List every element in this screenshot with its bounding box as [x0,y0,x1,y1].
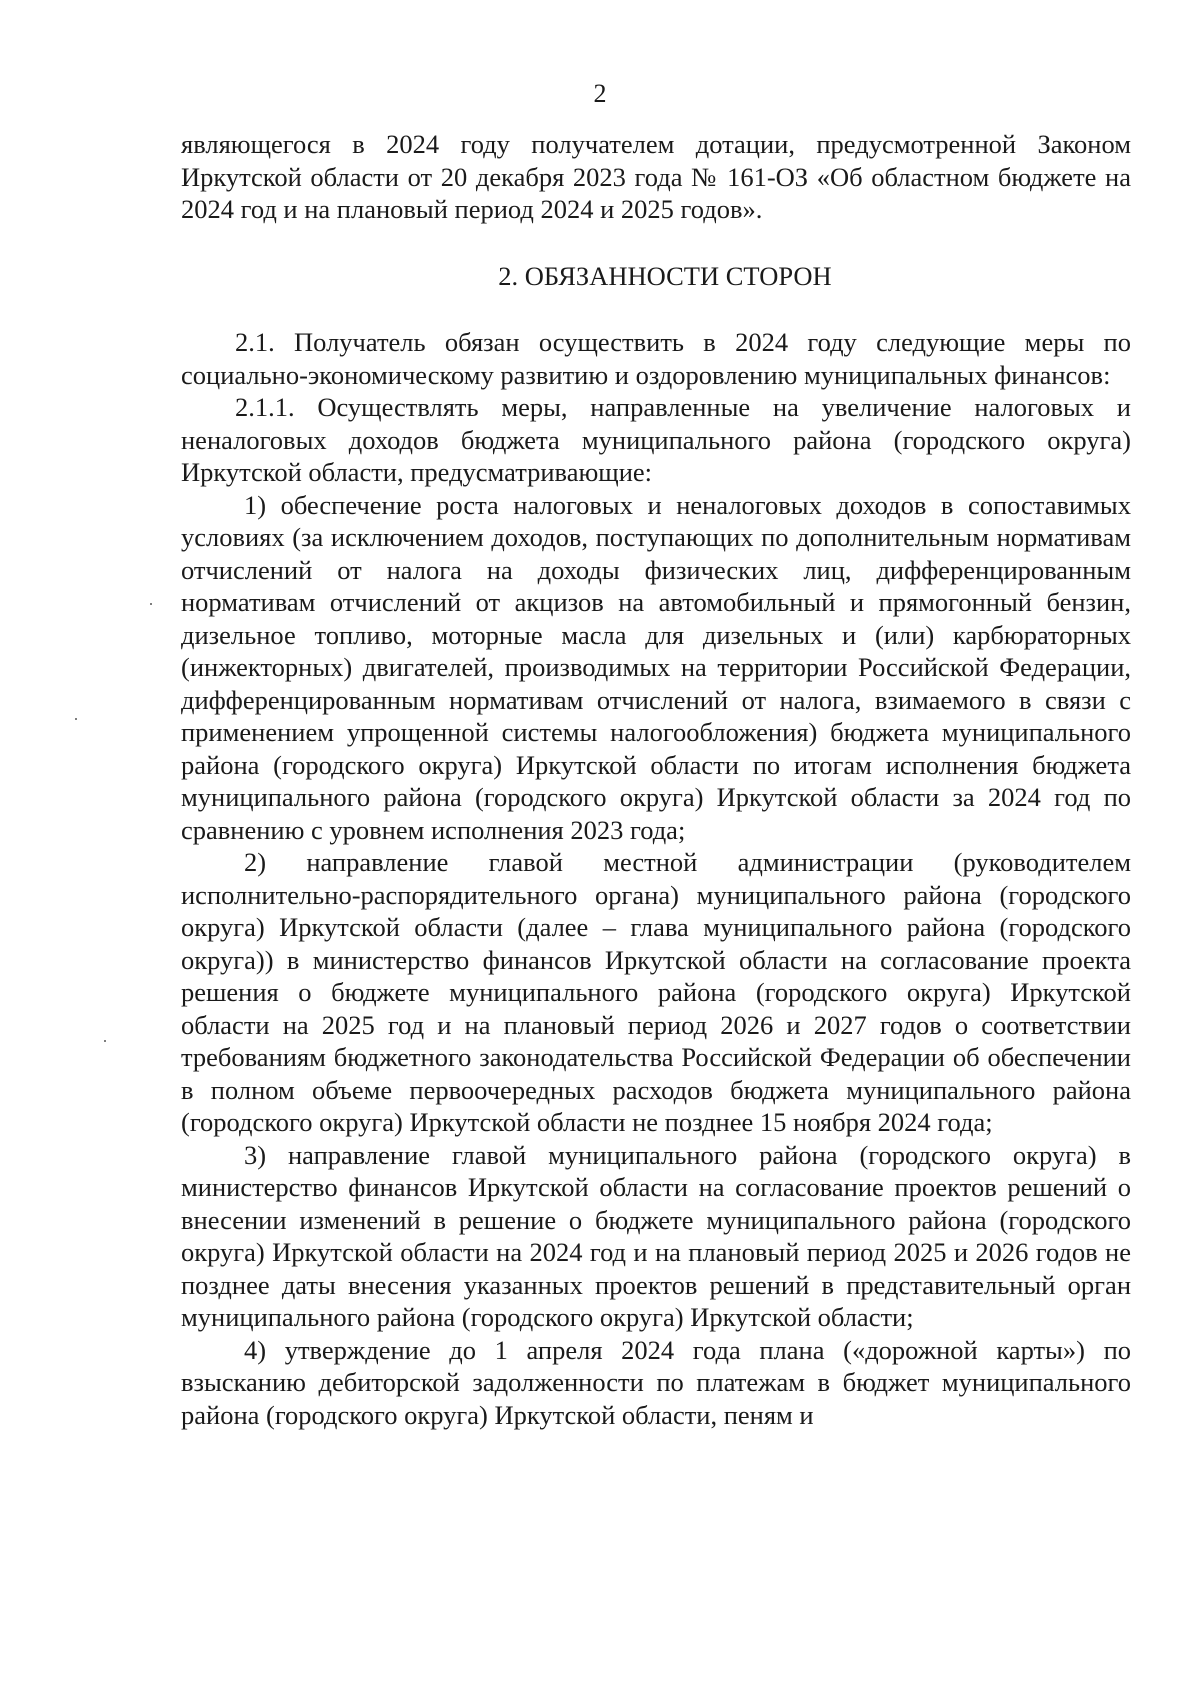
section-heading: 2. ОБЯЗАННОСТИ СТОРОН [498,260,832,291]
paragraph-2-1: 2.1. Получатель обязан осуществить в 2024 году следующие меры по социально-экономическому развитию и оздоровлению муниципальных финансов: [181,327,1131,390]
page-number: 2 [593,79,607,108]
list-item-2: 2) направление главой местной администрации (руководителем исполнительно-распорядительного органа) муниципального района (городского округа) Иркутской области (далее – глава муниципального района (городского округа)) в министерство финансов Иркутской области на согласование проекта решения о бюджете муниципального района (городского округа) Иркутской области на 2025 год и на плановый период 2026 и 2027 годов о соответствии требованиям бюджетного законодательства Российской Федерации об обеспечении в полном объеме первоочередных расходов бюджета муниципального района (городского округа) Иркутской области не позднее 15 ноября 2024 года; [181,847,1131,1137]
scan-speck [75,718,77,720]
paragraph-2-1-1: 2.1.1. Осуществлять меры, направленные на увеличение налоговых и неналоговых доходов бюджета муниципального района (городского округа) Иркутской области, предусматривающие: [181,392,1131,487]
scan-speck [104,1040,106,1042]
list-item-4: 4) утверждение до 1 апреля 2024 года плана («дорожной карты») по взысканию дебиторской задолженности по платежам в бюджет муниципального района (городского округа) Иркутской области, пеням и [181,1334,1131,1430]
list-item-1: 1) обеспечение роста налоговых и неналоговых доходов в сопоставимых условиях (за исключением доходов, поступающих по дополнительным нормативам отчислений от налога на доходы физических лиц, дифференцированным нормативам отчислений от акцизов на автомобильный и прямогонный бензин, дизельное топливо, моторные масла для дизельных и (или) карбюраторных (инжекторных) двигателей, производимых на территории Российской Федерации, дифференцированным нормативам отчислений от налога, взимаемого в связи с применением упрощенной системы налогообложения) бюджета муниципального района (городского округа) Иркутской области по итогам исполнения бюджета муниципального района (городского округа) Иркутской области за 2024 год по сравнению с уровнем исполнения 2023 года; [181,489,1131,845]
intro-paragraph: являющегося в 2024 году получателем дотации, предусмотренной Законом Иркутской области от 20 декабря 2023 года № 161-ОЗ «Об областном бюджете на 2024 год и на плановый период 2024 и 2025 годов». [181,129,1131,224]
scan-speck [150,603,152,605]
document-body [181,128,1131,1431]
list-item-3: 3) направление главой муниципального района (городского округа) в министерство финансов Иркутской области на согласование проектов решений о внесении изменений в решение о бюджете муниципального района (городского округа) Иркутской области на 2024 год и на плановый период 2025 и 2026 годов не позднее даты внесения указанных проектов решений в представительный орган муниципального района (городского округа) Иркутской области; [181,1139,1131,1332]
